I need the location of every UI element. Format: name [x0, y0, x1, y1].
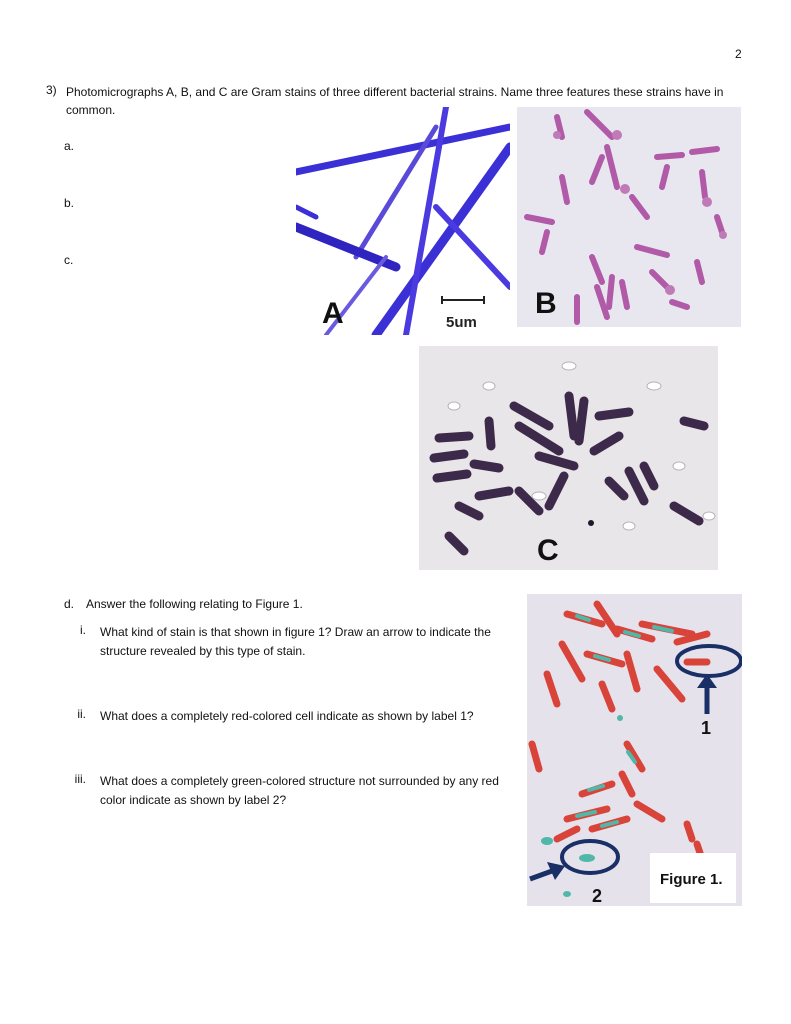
page-number: 2 [735, 47, 742, 61]
photomicrograph-a [296, 107, 510, 335]
sub-i-text: What kind of stain is that shown in figure 1? Draw an arrow to indicate the structure revealed by this type of stain. [100, 625, 491, 658]
sub-iii-label: iii. [74, 772, 86, 786]
option-a-label: a. [64, 139, 75, 153]
figure-a-label: A [322, 297, 344, 330]
photomicrograph-c [419, 346, 718, 570]
scale-bar-label: 5um [446, 314, 477, 331]
figure-1-label-1: 1 [701, 718, 712, 738]
figure-c-label: C [537, 534, 559, 567]
option-b-label: b. [64, 196, 75, 210]
sub-ii-text: What does a completely red-colored cell indicate as shown by label 1? [100, 709, 474, 723]
part-d-text: Answer the following relating to Figure 1. [86, 597, 303, 611]
option-c-label: c. [64, 253, 74, 267]
question-text: Photomicrographs A, B, and C are Gram stains of three different bacterial strains. Name three features these strains have in common. [66, 85, 724, 117]
figure-b-label: B [535, 287, 557, 320]
sub-iii-text: What does a completely green-colored structure not surrounded by any red color indicate as shown by label 2? [100, 774, 499, 807]
sub-ii-label: ii. [77, 707, 86, 721]
figure-1-caption: Figure 1. [660, 871, 723, 888]
figure-1-label-2: 2 [592, 886, 603, 906]
photomicrograph-b [517, 107, 741, 327]
question-number: 3) [46, 83, 57, 97]
sub-i-label: i. [80, 623, 86, 637]
part-d-label: d. [64, 597, 75, 611]
figure-1-photomicrograph [527, 594, 742, 906]
